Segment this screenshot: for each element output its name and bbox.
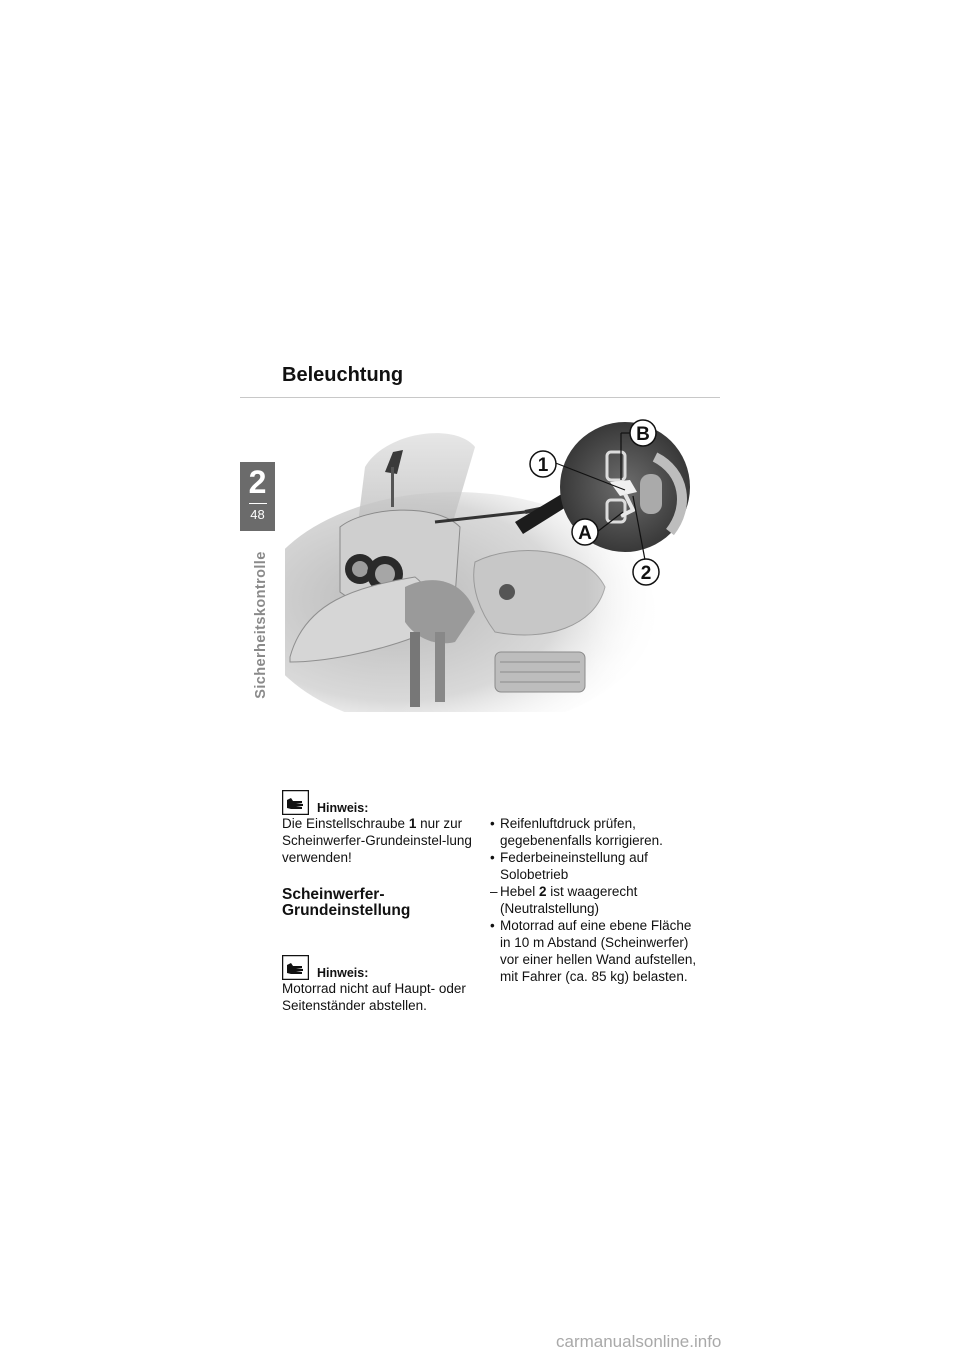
list-item <box>490 815 705 849</box>
left-column <box>282 782 487 1014</box>
chapter-divider <box>249 503 267 504</box>
subheading: Scheinwerfer-Grundeinstellung <box>282 886 411 919</box>
note-text: Motorrad nicht auf Haupt- oder Seitenständer abstellen. <box>282 981 466 1013</box>
reference-number: 2 <box>539 884 547 899</box>
svg-text:A: A <box>578 523 592 544</box>
bullet: • <box>490 850 495 865</box>
note-header <box>282 782 487 815</box>
note-header <box>282 947 487 980</box>
callout-2 <box>633 559 659 585</box>
motorcycle-headlight-illustration <box>285 412 710 712</box>
list-item <box>490 883 705 917</box>
chapter-number: 2 <box>248 464 267 500</box>
note-label: Hinweis: <box>317 801 369 815</box>
list-item-text: Hebel 2 ist waagerecht (Neutralstellung) <box>500 884 638 916</box>
emblem <box>499 584 515 600</box>
svg-text:1: 1 <box>537 455 549 476</box>
right-column <box>490 815 705 985</box>
list-item-text: Federbeineinstellung auf Solobetrieb <box>500 850 648 882</box>
svg-text:B: B <box>636 424 650 445</box>
note-text: Die Einstellschraube 1 nur zur Scheinwerfer-Grundeinstel-lung verwenden! <box>282 816 472 865</box>
bullet: • <box>490 918 495 933</box>
callout-b <box>630 420 656 446</box>
list-item <box>490 849 705 883</box>
list-item <box>490 917 705 985</box>
page-title: Beleuchtung <box>282 364 404 386</box>
bullet: • <box>490 816 495 831</box>
page-number: 48 <box>250 507 265 522</box>
section-label: Sicherheitskontrolle <box>253 551 269 699</box>
watermark: carmanualsonline.info <box>556 1332 722 1351</box>
svg-text:2: 2 <box>640 563 652 584</box>
note-hand-icon <box>282 790 309 815</box>
title-divider <box>240 397 720 398</box>
note-hand-icon <box>282 955 309 980</box>
reference-number: 1 <box>408 816 417 831</box>
note-label: Hinweis: <box>317 966 369 980</box>
dash: – <box>490 884 498 899</box>
callout-1 <box>530 451 556 477</box>
list-item-text: Reifenluftdruck prüfen, gegebenenfalls korrigieren. <box>500 816 663 848</box>
fork <box>410 632 420 707</box>
list-item-text: Motorrad auf eine ebene Fläche in 10 m Abstand (Scheinwerfer) vor einer hellen Wand aufstellen, mit Fahrer (ca. 85 kg) belasten. <box>500 918 697 984</box>
callout-a <box>572 519 598 545</box>
